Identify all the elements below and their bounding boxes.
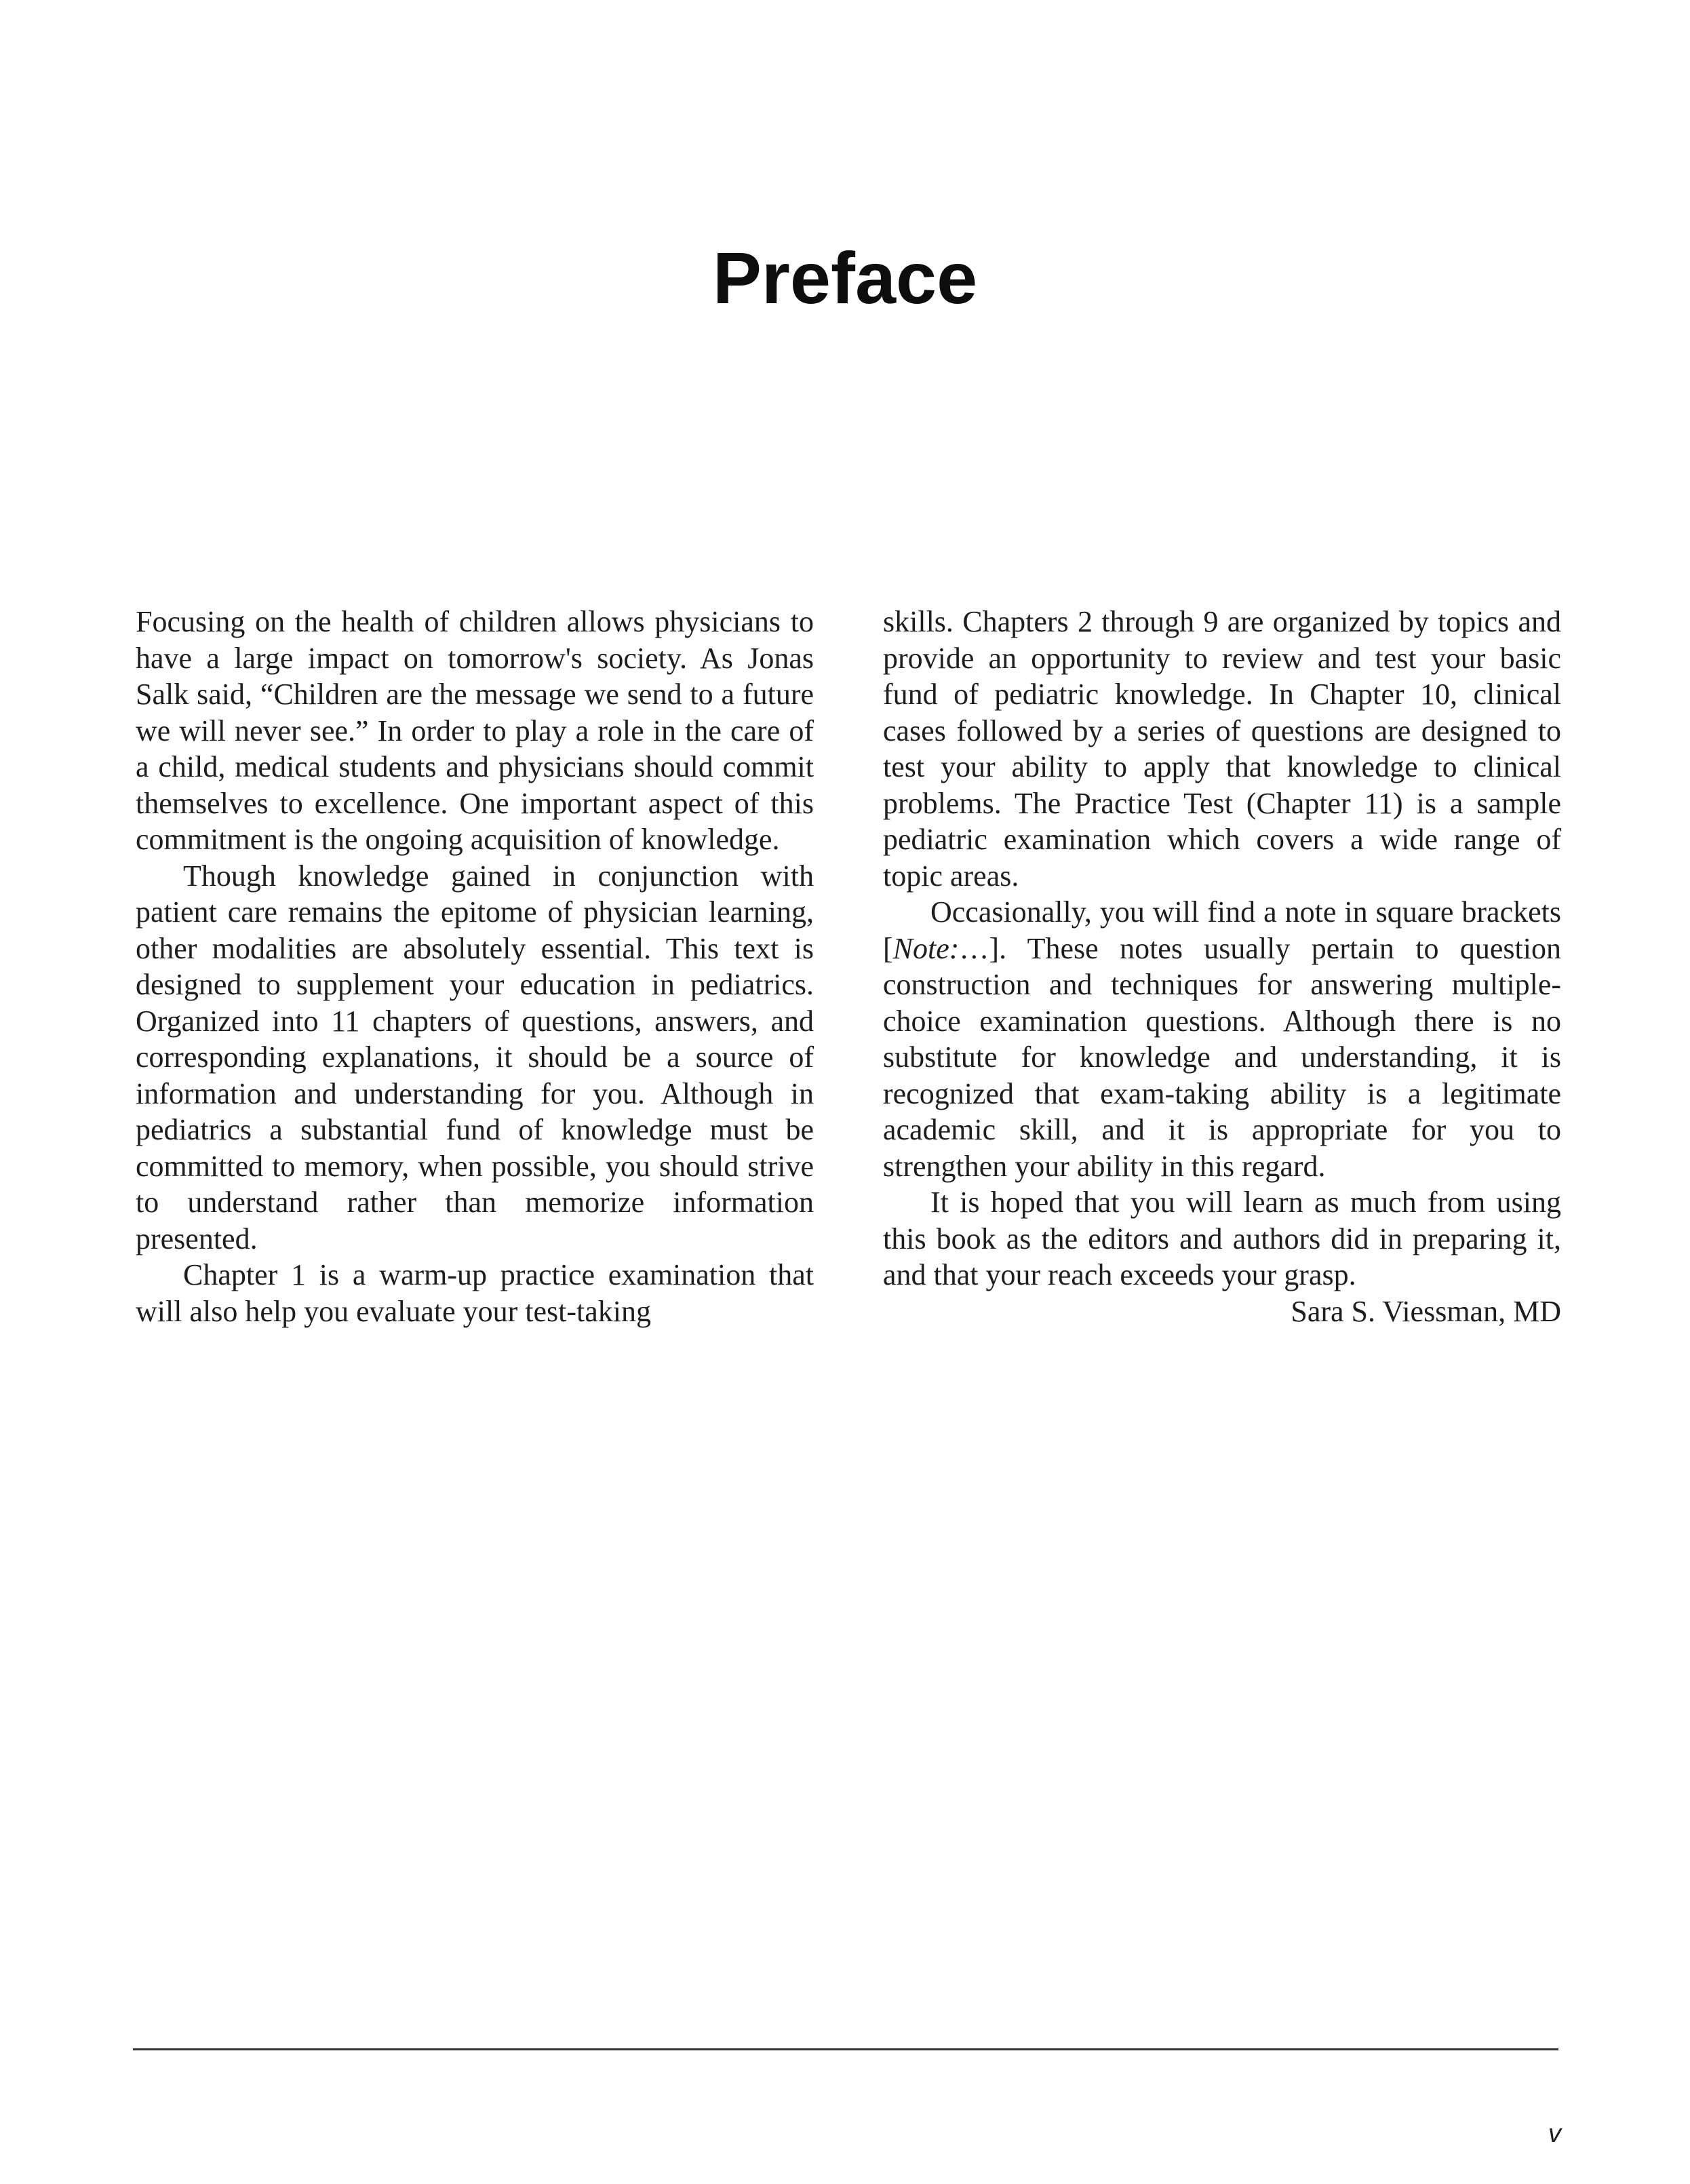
- paragraph-1: Focusing on the health of children allows physicians to have a large impact on tomorrow's society. As Jonas Salk said, “Children are the message we send to a future we will never see.” In order to play a role in the care of a child, medical students and physicians should commit themselves to excellence. One important aspect of this commitment is the ongoing acquisition of knowledge.: [136, 605, 814, 856]
- left-text-column: [136, 604, 814, 1329]
- paragraph-4-start: Occasionally, you will find a note in square brackets [: [883, 895, 1561, 965]
- paragraph-3: Chapter 1 is a warm-up practice examination that will also help you evaluate your test-taking: [136, 1258, 814, 1328]
- page-number: v: [1548, 2120, 1561, 2148]
- author-signature: Sara S. Viessman, MD: [1291, 1294, 1561, 1328]
- footer-rule: [133, 2048, 1558, 2050]
- paragraph-4-end: …]. These notes usually pertain to question construction and techniques for answering multiple-choice examination questions. Although there is no substitute for knowledge and understanding, it is recognized that exam-taking ability is a legitimate academic skill, and it is appropriate for you to strengthen your ability in this regard.: [883, 931, 1561, 1183]
- right-text-column: [883, 604, 1561, 1329]
- paragraph-2: Though knowledge gained in conjunction with patient care remains the epitome of physician learning, other modalities are absolutely essential. This text is designed to supplement your education in pediatrics. Organized into 11 chapters of questions, answers, and corresponding explanations, it should be a source of information and understanding for you. Although in pediatrics a substantial fund of knowledge must be committed to memory, when possible, you should strive to understand rather than memorize information presented.: [136, 859, 814, 1255]
- paragraph-4: [883, 894, 1561, 1184]
- paragraph-3-continued: skills. Chapters 2 through 9 are organized by topics and provide an opportunity to review and test your basic fund of pediatric knowledge. In Chapter 10, clinical cases followed by a series of questions are designed to test your ability to apply that knowledge to clinical problems. The Practice Test (Chapter 11) is a sample pediatric examination which covers a wide range of topic areas.: [883, 605, 1561, 893]
- note-label: Note:: [892, 931, 960, 965]
- paragraph-5: It is hoped that you will learn as much from using this book as the editors and authors did in preparing it, and that your reach exceeds your grasp.: [883, 1186, 1561, 1291]
- page-title: Preface: [712, 237, 978, 319]
